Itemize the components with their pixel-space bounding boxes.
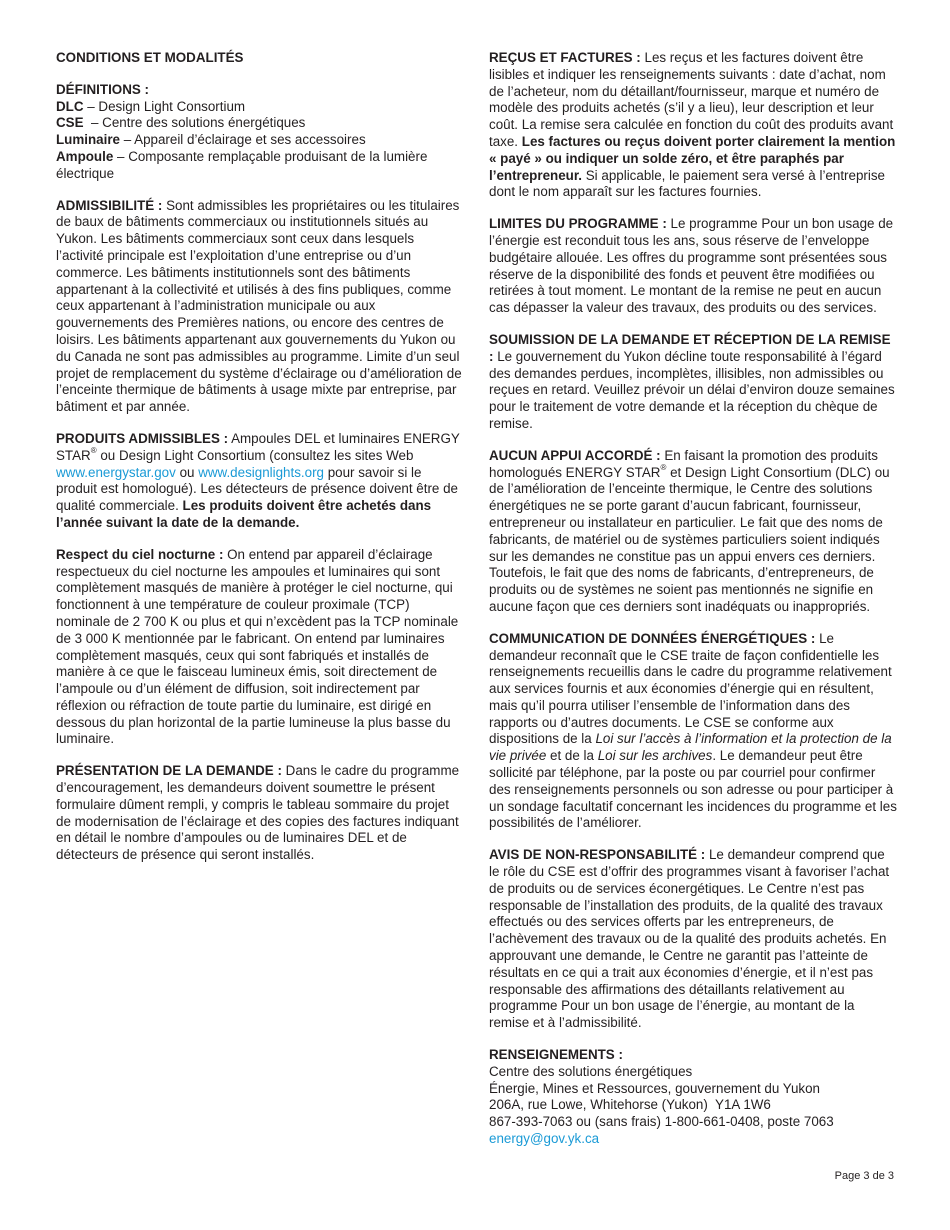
admissibilite-paragraph [56, 198, 464, 416]
produits-text: pour savoir si le produit est homologué). Les détecteurs de présence doivent être de qualité commerciale. [56, 464, 458, 514]
produits-heading: PRODUITS ADMISSIBLES : [56, 430, 229, 446]
contact-heading: RENSEIGNEMENTS : [489, 1047, 623, 1063]
designlights-link[interactable]: www.designlights.org [198, 464, 324, 480]
produits-text: Ampoules DEL et luminaires ENERGY STAR [56, 430, 460, 463]
right-column [489, 50, 897, 1163]
contact-line: Centre des solutions énergétiques [489, 1063, 693, 1079]
energystar-link[interactable]: www.energystar.gov [56, 464, 176, 480]
registered-mark: ® [660, 463, 667, 473]
definition-term: CSE [56, 115, 84, 131]
ciel-text: On entend par appareil d’éclairage respectueux du ciel nocturne les ampoules et luminaires qui sont complètement masqués de manière à protéger le ciel nocturne, qui fonctionnent à une température de couleur proximale (TCP) nominale de 2 700 K ou plus et qui n’excèdent pas la TCP nominale de 3 000 K mentionnée par le fabricant. On entend par luminaires complètement masqués, ceux qui sont fabriqués et installés de manière à ce que le faisceau lumineux émis, soit directement de l’ampoule ou d’un élément de diffusion, soit indirectement par réflexion ou réfraction de toute partie du luminaire, est dirigé en dessous du plan horizontal de la partie lumineuse la plus basse du luminaire. [56, 546, 459, 747]
definition-term: DLC [56, 98, 84, 114]
contact-section [489, 1047, 897, 1148]
produits-section [56, 431, 464, 532]
admissibilite-section [56, 198, 464, 416]
recus-section [489, 50, 897, 201]
recus-heading: REÇUS ET FACTURES : [489, 50, 641, 65]
definition-term: Ampoule [56, 148, 114, 164]
definitions-heading: DÉFINITIONS : [56, 81, 149, 97]
registered-mark: ® [90, 446, 97, 456]
definition-item [56, 115, 464, 132]
communication-text: . Le demandeur peut être sollicité par téléphone, par la poste ou par courriel pour confirmer des renseignements personnels ou son adresse ou pour participer à un sondage facultatif concernant les incidences du programme et les possibilités de l’améliorer. [489, 748, 897, 831]
law-title: Loi sur l’accès à l’information et la protection de la vie privée [489, 731, 892, 764]
definition-item [56, 132, 464, 149]
communication-text: Le demandeur reconnaît que le CSE traite de façon confidentielle les renseignements recueillis dans le cadre du programme relativement aux services fournis et aux économies d’énergie qui en résultent, mais qu’il pourra utiliser l’ensemble de l’information dans des rapports ou d’autres documents. Le CSE se conforme aux dispositions de la [489, 630, 892, 747]
presentation-heading: PRÉSENTATION DE LA DEMANDE : [56, 763, 282, 779]
page-number: Page 3 de 3 [834, 1170, 894, 1182]
avis-text: Le demandeur comprend que le rôle du CSE est d’offrir des programmes visant à favoriser l’achat de produits ou de services éconergétiques. Le Centre n’est pas responsable de l’installation des produits, de la qualité des travaux effectués ou des services offerts par les entrepreneurs, de l’achèvement des travaux ou de la qualité des produits achetés. En approuvant une demande, le Centre ne garantit pas l’atteinte de résultats en ce qui a trait aux économies d’énergie, et il n’est pas responsable des affirmations des détaillants relativement au programme Pour un bon usage de l’énergie, au montant de la remise et à l’admissibilité. [489, 847, 890, 1031]
limites-heading: LIMITES DU PROGRAMME : [489, 216, 667, 232]
appui-text: En faisant la promotion des produits homologués ENERGY STAR [489, 447, 878, 480]
produits-text: ou [175, 464, 199, 480]
contact-line: Énergie, Mines et Ressources, gouvernement du Yukon [489, 1080, 820, 1096]
limites-paragraph [489, 216, 897, 317]
communication-paragraph [489, 631, 897, 833]
ciel-section [56, 547, 464, 749]
avis-paragraph [489, 847, 897, 1032]
soumission-heading: SOUMISSION DE LA DEMANDE ET RÉCEPTION DE LA REMISE : [489, 331, 891, 364]
left-column [56, 50, 464, 879]
ciel-heading: Respect du ciel nocturne : [56, 546, 224, 562]
admissibilite-heading: ADMISSIBILITÉ : [56, 197, 163, 213]
communication-heading: COMMUNICATION DE DONNÉES ÉNERGÉTIQUES : [489, 630, 816, 646]
law-title: Loi sur les archives [597, 748, 713, 764]
avis-section [489, 847, 897, 1032]
communication-section [489, 631, 897, 833]
contact-phone: 867-393-7063 ou (sans frais) 1-800-661-0408, poste 7063 [489, 1114, 834, 1130]
soumission-section [489, 332, 897, 433]
communication-text: et de la [546, 748, 598, 764]
definition-sep: – [83, 98, 99, 114]
definition-sep: – [113, 148, 129, 164]
contact-email-link[interactable]: energy@gov.yk.ca [489, 1131, 600, 1147]
contact-address: 206A, rue Lowe, Whitehorse (Yukon) Y1A 1W6 [489, 1097, 771, 1113]
limites-section [489, 216, 897, 317]
page-title: CONDITIONS ET MODALITÉS [56, 50, 244, 65]
limites-text: Le programme Pour un bon usage de l’énergie est reconduit tous les ans, sous réserve de l’enveloppe budgétaire allouée. Les offres du programme sont présentées sous réserve de la disponibilité des fonds et peuvent être modifiées ou retirées à tout moment. Le montant de la remise ne peut en aucun cas dépasser la valeur des travaux, des produits ou des services. [489, 216, 894, 316]
definition-text: Centre des solutions énergétiques [102, 115, 306, 131]
produits-text: ou Design Light Consortium (consultez les sites Web [96, 447, 414, 463]
presentation-text: Dans le cadre du programme d’encouragement, les demandeurs doivent soumettre le présent formulaire dûment rempli, y compris le tableau sommaire du projet de modernisation de l’éclairage et des copies des factures indiquant en détail le nombre d’ampoules ou de luminaires DEL et de détecteurs de présence qui seront installés. [56, 763, 460, 863]
admissibilite-text: Sont admissibles les propriétaires ou les titulaires de baux de bâtiments commerciaux ou institutionnels situés au Yukon. Les bâtiments commerciaux sont ceux dans lesquels l’activité principale est l’exploitation d’une entreprise ou d’un commerce. Les bâtiments institutionnels sont des bâtiments appartenant à la collectivité et utilisés à des fins publiques, comme ceux appartenant à l’administration municipale ou aux gouvernements des Premières nations, ou encore des centres de loisirs. Les bâtiments appartenant aux gouvernements du Yukon ou du Canada ne sont pas admissibles au programme. Limite d’un seul projet de remplacement du système d’éclairage ou d’amélioration de l’enceinte thermique de bâtiments à usage mixte par entreprise, par bâtiment et par année. [56, 197, 462, 415]
soumission-text: Le gouvernement du Yukon décline toute responsabilité à l’égard des demandes perdues, incomplètes, illisibles, non admissibles ou reçues en retard. Veuillez prévoir un délai d’environ douze semaines pour le traitement de votre demande et la réception du chèque de remise. [489, 348, 895, 431]
recus-text: Si applicable, le paiement sera versé à l’entreprise dont le nom apparaît sur les factures fournies. [489, 167, 885, 200]
appui-paragraph [489, 448, 897, 616]
appui-heading: AUCUN APPUI ACCORDÉ : [489, 447, 661, 463]
appui-text: et Design Light Consortium (DLC) ou de l’amélioration de l’enceinte thermique, le Centre des solutions énergétiques ne se porte garant d’aucun fabricant, fournisseur, entrepreneur ou installateur en particulier. Le fait que des noms de fabricants, de matériel ou de systèmes particuliers soient indiqués sur les demandes ne constitue pas un appui envers ces derniers. Toutefois, le fait que des noms de fabricants, d’entrepreneurs, de produits ou de systèmes ne soient pas mentionnés ne signifie en aucune façon que ces derniers sont inadéquats ou inappropriés. [489, 464, 890, 614]
definition-text: Appareil d’éclairage et ses accessoires [134, 132, 366, 148]
definition-text: Design Light Consortium [98, 98, 246, 114]
definition-item [56, 99, 464, 116]
presentation-paragraph [56, 763, 464, 864]
recus-paragraph [489, 50, 897, 201]
definitions-section [56, 82, 464, 183]
appui-section [489, 448, 897, 616]
ciel-paragraph [56, 547, 464, 749]
definition-sep: – [120, 132, 135, 148]
presentation-section [56, 763, 464, 864]
recus-bold-text: Les factures ou reçus doivent porter clairement la mention « payé » ou indiquer un solde zéro, et être paraphés par l’entrepreneur. [489, 133, 896, 183]
definition-item [56, 149, 464, 183]
produits-paragraph [56, 431, 464, 532]
definition-term: Luminaire [56, 132, 120, 148]
definition-sep: – [83, 115, 103, 131]
produits-bold-text: Les produits doivent être achetés dans l’année suivant la date de la demande. [56, 498, 432, 530]
definition-text: Composante remplaçable produisant de la lumière électrique [56, 148, 428, 181]
soumission-paragraph [489, 332, 897, 433]
recus-text: Les reçus et les factures doivent être lisibles et indiquer les renseignements suivants : date d’achat, nom de l’acheteur, nom du détaillant/fournisseur, marque et numéro de modèle des produits achetés (s’il y a lieu), leur description et leur coût. La remise sera calculée en fonction du coût des produits avant taxe. [489, 50, 894, 149]
avis-heading: AVIS DE NON-RESPONSABILITÉ : [489, 847, 706, 863]
